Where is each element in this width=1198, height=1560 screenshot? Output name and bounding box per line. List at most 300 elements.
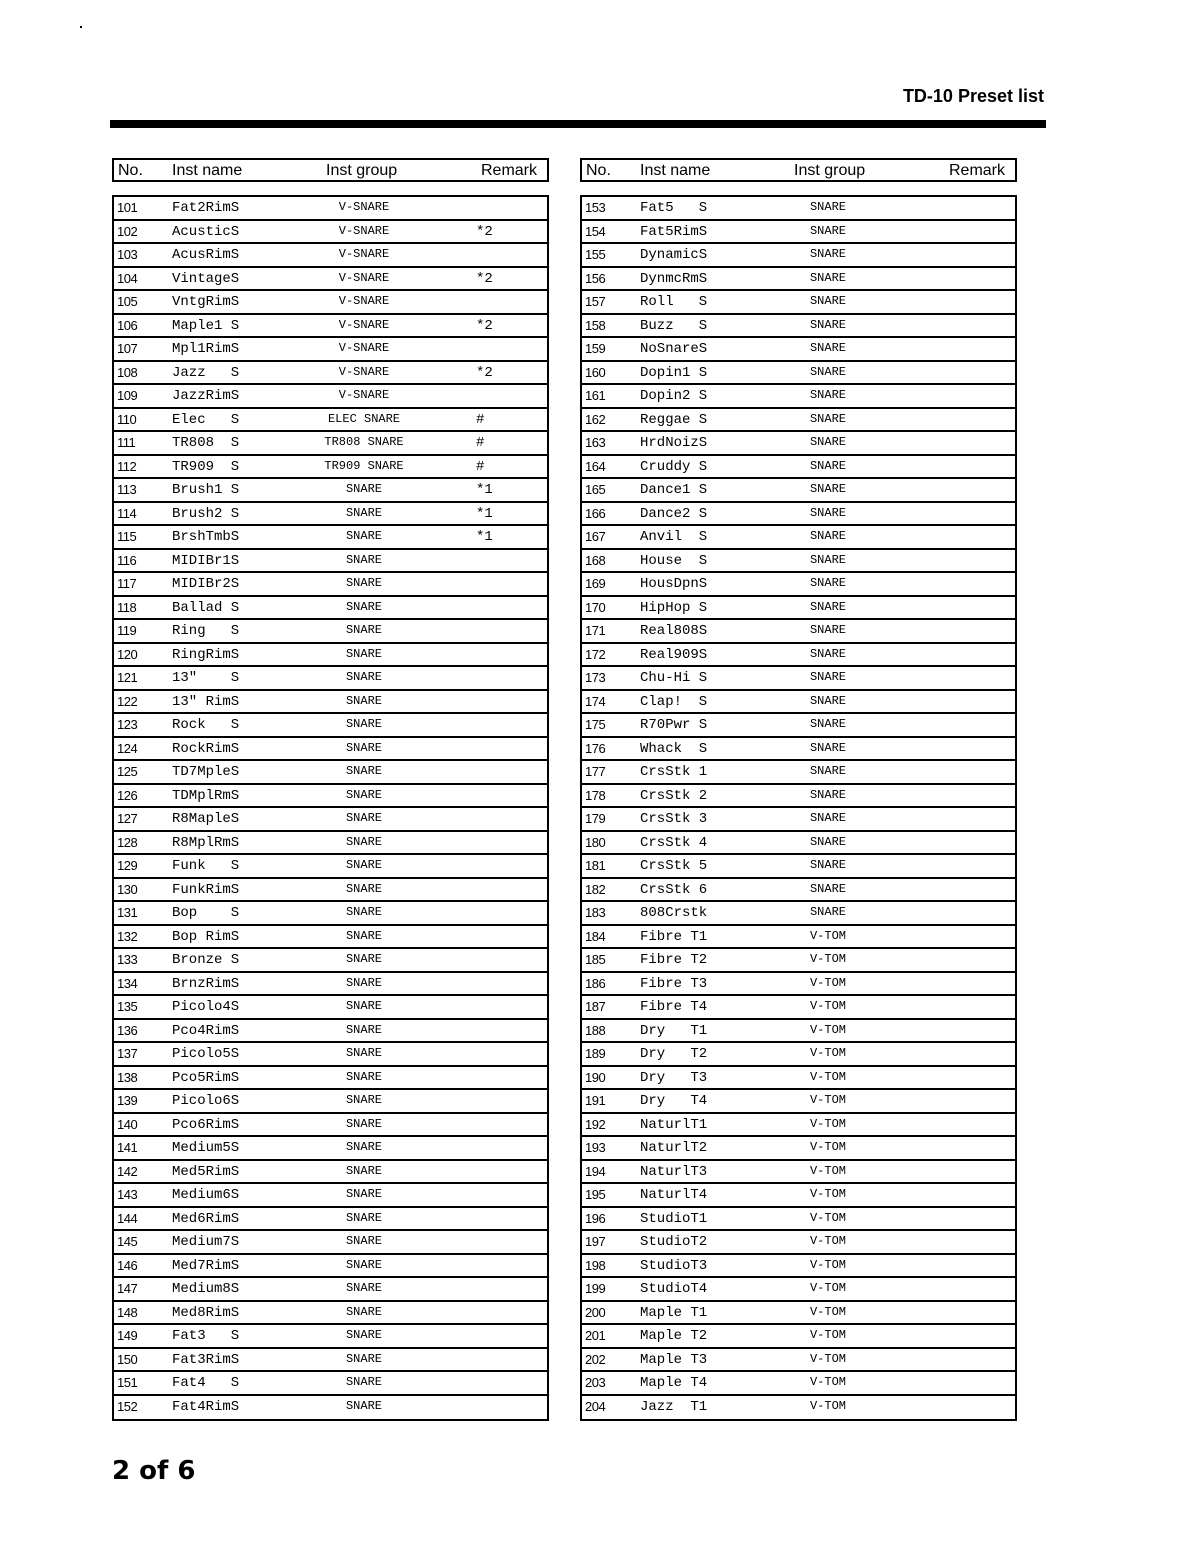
inst-group: SNARE <box>809 552 846 567</box>
inst-group: SNARE <box>809 834 846 849</box>
preset-number: 107 <box>117 341 138 356</box>
remark: *1 <box>476 505 493 522</box>
inst-name: Medium8S <box>172 1281 240 1297</box>
inst-name: Dance1 S <box>640 482 708 498</box>
inst-group: V-TOM <box>809 999 846 1013</box>
preset-table-right <box>580 158 1017 1421</box>
table-row <box>582 432 1015 456</box>
preset-number: 141 <box>117 1140 138 1155</box>
table-row <box>114 1090 547 1114</box>
col-no-header: No. <box>586 162 611 179</box>
table-row <box>114 949 547 973</box>
inst-name: StudioT4 <box>640 1281 708 1297</box>
inst-name: Brush2 S <box>172 505 240 522</box>
preset-number: 157 <box>585 294 606 309</box>
preset-number: 175 <box>585 717 606 732</box>
inst-name: Dance2 S <box>640 505 708 522</box>
inst-name: Clap! S <box>640 693 708 710</box>
table-row <box>582 761 1015 785</box>
inst-name: NaturlT3 <box>640 1163 708 1180</box>
inst-group: V-TOM <box>809 1116 846 1131</box>
inst-name: Buzz S <box>640 317 708 334</box>
inst-name: Dry T1 <box>640 1022 708 1039</box>
inst-group: V-TOM <box>809 1140 846 1154</box>
table-row <box>114 1396 547 1420</box>
inst-group: SNARE <box>809 435 846 449</box>
inst-group: V-TOM <box>809 1257 846 1272</box>
table-row <box>114 1302 547 1326</box>
inst-group: SNARE <box>809 646 846 661</box>
preset-number: 151 <box>117 1375 138 1390</box>
col-group-header: Inst group <box>794 162 866 179</box>
table-row <box>582 456 1015 480</box>
speck-mark <box>80 26 82 28</box>
preset-number: 135 <box>117 999 138 1014</box>
table-row <box>114 691 547 715</box>
table-row <box>582 1114 1015 1138</box>
table-row <box>582 949 1015 973</box>
table-row <box>114 1114 547 1138</box>
preset-number: 110 <box>117 411 137 427</box>
preset-number: 186 <box>585 975 606 991</box>
inst-name: CrsStk 2 <box>640 787 708 804</box>
table-row <box>582 667 1015 691</box>
table-row <box>582 926 1015 950</box>
preset-number: 146 <box>117 1257 138 1273</box>
inst-group: SNARE <box>345 482 382 496</box>
inst-group: SNARE <box>345 1304 382 1319</box>
table-row <box>114 855 547 879</box>
table-row <box>582 1255 1015 1279</box>
inst-group: SNARE <box>345 881 382 896</box>
inst-name: HipHop S <box>640 599 708 616</box>
preset-number: 138 <box>117 1069 138 1085</box>
preset-number: 123 <box>117 717 138 732</box>
table-row <box>582 1208 1015 1232</box>
inst-name: TDMplRmS <box>172 787 240 804</box>
preset-number: 137 <box>117 1046 138 1061</box>
inst-group: SNARE <box>345 505 382 520</box>
inst-name: Anvil S <box>640 529 708 545</box>
preset-number: 194 <box>585 1163 606 1179</box>
inst-name: BrnzRimS <box>172 975 240 992</box>
inst-name: NaturlT2 <box>640 1140 708 1156</box>
table-row <box>114 1349 547 1373</box>
inst-name: Fibre T1 <box>640 928 708 945</box>
inst-name: MIDIBr1S <box>172 552 240 569</box>
inst-group: V-TOM <box>809 1304 846 1319</box>
table-row <box>114 244 547 268</box>
inst-group: SNARE <box>809 623 846 637</box>
preset-number: 106 <box>117 317 138 333</box>
table-row <box>582 526 1015 550</box>
inst-group: SNARE <box>345 646 382 661</box>
table-row <box>114 738 547 762</box>
preset-number: 181 <box>585 858 606 873</box>
table-row <box>582 409 1015 433</box>
table-row <box>114 573 547 597</box>
inst-group: SNARE <box>809 341 846 355</box>
table-row <box>114 503 547 527</box>
inst-group: V-TOM <box>809 1328 846 1342</box>
inst-name: Brush1 S <box>172 482 240 498</box>
table-row <box>582 1067 1015 1091</box>
preset-number: 134 <box>117 975 138 991</box>
table-row <box>582 315 1015 339</box>
inst-group: V-SNARE <box>338 317 390 332</box>
table-row <box>114 456 547 480</box>
preset-number: 121 <box>117 670 138 685</box>
table-row <box>114 597 547 621</box>
inst-group: SNARE <box>809 529 846 543</box>
inst-name: Chu-Hi S <box>640 670 708 686</box>
inst-group: V-TOM <box>809 1351 846 1366</box>
inst-group: SNARE <box>809 787 846 802</box>
inst-group: SNARE <box>809 317 846 332</box>
preset-number: 122 <box>117 693 138 709</box>
preset-number: 170 <box>585 599 606 615</box>
preset-number: 169 <box>585 576 606 591</box>
table-row <box>582 244 1015 268</box>
table-row <box>114 526 547 550</box>
table-row <box>582 902 1015 926</box>
preset-number: 152 <box>117 1398 138 1414</box>
inst-name: Real909S <box>640 646 708 663</box>
table-row <box>582 973 1015 997</box>
table-row <box>582 479 1015 503</box>
inst-group: SNARE <box>345 834 382 849</box>
table-row <box>582 597 1015 621</box>
preset-number: 195 <box>585 1187 606 1202</box>
inst-group: SNARE <box>809 270 846 285</box>
inst-name: Mpl1RimS <box>172 341 240 357</box>
inst-group: SNARE <box>345 717 382 731</box>
preset-number: 127 <box>117 811 138 826</box>
inst-name: R8MapleS <box>172 811 240 827</box>
inst-group: SNARE <box>345 905 382 919</box>
inst-name: 13" RimS <box>172 693 240 710</box>
table-body <box>580 195 1017 1421</box>
inst-name: CrsStk 4 <box>640 834 708 851</box>
preset-number: 130 <box>117 881 138 897</box>
preset-number: 136 <box>117 1022 138 1038</box>
inst-name: Reggae S <box>640 411 708 428</box>
inst-name: DynamicS <box>640 247 708 263</box>
inst-name: 13" S <box>172 670 240 686</box>
preset-number: 150 <box>117 1351 138 1367</box>
inst-group: SNARE <box>809 740 846 755</box>
preset-number: 143 <box>117 1187 138 1202</box>
inst-name: Rock S <box>172 717 240 733</box>
inst-group: SNARE <box>345 952 382 966</box>
inst-name: Maple T1 <box>640 1304 708 1321</box>
table-row <box>582 1184 1015 1208</box>
preset-number: 148 <box>117 1304 138 1320</box>
inst-name: Pco4RimS <box>172 1022 240 1039</box>
inst-group: SNARE <box>809 223 846 238</box>
inst-group: SNARE <box>345 1163 382 1178</box>
table-row <box>114 902 547 926</box>
inst-name: Fat5RimS <box>640 223 708 240</box>
col-remark-header: Remark <box>948 162 1005 179</box>
inst-name: Cruddy S <box>640 458 708 475</box>
inst-name: AcusticS <box>172 223 240 240</box>
remark: *2 <box>476 270 493 287</box>
table-row <box>114 644 547 668</box>
preset-number: 204 <box>585 1398 606 1414</box>
remark: # <box>476 411 485 428</box>
table-row <box>582 1325 1015 1349</box>
preset-number: 176 <box>585 740 606 756</box>
preset-number: 166 <box>585 505 606 521</box>
table-row <box>114 338 547 362</box>
inst-group: SNARE <box>809 670 846 684</box>
table-body <box>112 195 549 1421</box>
inst-group: SNARE <box>809 905 846 919</box>
table-row <box>582 996 1015 1020</box>
preset-number: 102 <box>117 223 138 239</box>
page-title: TD-10 Preset list <box>902 86 1044 106</box>
preset-number: 201 <box>585 1328 606 1343</box>
table-row <box>114 761 547 785</box>
inst-name: FunkRimS <box>172 881 240 898</box>
preset-number: 167 <box>585 529 606 544</box>
table-row <box>582 691 1015 715</box>
inst-group: ELEC SNARE <box>327 411 400 426</box>
inst-name: JazzRimS <box>172 388 240 404</box>
preset-number: 163 <box>585 435 606 450</box>
inst-name: TD7MpleS <box>172 764 240 780</box>
inst-name: MIDIBr2S <box>172 576 240 592</box>
table-row <box>114 1372 547 1396</box>
inst-group: SNARE <box>809 200 846 214</box>
preset-number: 180 <box>585 834 606 850</box>
inst-group: SNARE <box>345 693 382 708</box>
table-row <box>582 738 1015 762</box>
preset-number: 119 <box>117 623 137 638</box>
inst-group: SNARE <box>809 881 846 896</box>
col-no-header: No. <box>118 162 143 179</box>
remark: *2 <box>476 317 493 334</box>
table-header <box>112 158 549 182</box>
inst-name: Dry T3 <box>640 1069 708 1086</box>
preset-number: 165 <box>585 482 606 497</box>
table-row <box>114 362 547 386</box>
inst-group: V-SNARE <box>338 294 390 308</box>
table-row <box>582 573 1015 597</box>
inst-group: SNARE <box>345 1046 382 1060</box>
table-row <box>114 1161 547 1185</box>
preset-number: 139 <box>117 1093 138 1108</box>
preset-number: 133 <box>117 952 138 967</box>
preset-number: 174 <box>585 693 606 709</box>
remark: # <box>476 435 485 451</box>
preset-number: 187 <box>585 999 606 1014</box>
table-row <box>582 385 1015 409</box>
preset-number: 153 <box>585 200 606 215</box>
preset-number: 149 <box>117 1328 138 1343</box>
inst-group: SNARE <box>345 1187 382 1201</box>
inst-name: Fat4 S <box>172 1375 240 1391</box>
inst-group: V-TOM <box>809 1210 846 1225</box>
inst-group: SNARE <box>809 458 846 473</box>
inst-name: CrsStk 3 <box>640 811 708 827</box>
inst-group: V-TOM <box>809 1163 846 1178</box>
inst-group: SNARE <box>809 764 846 778</box>
inst-name: R8MplRmS <box>172 834 240 851</box>
inst-name: Medium5S <box>172 1140 240 1156</box>
table-row <box>582 879 1015 903</box>
col-remark-header: Remark <box>480 162 537 179</box>
inst-group: V-SNARE <box>338 223 390 238</box>
inst-group: V-TOM <box>809 975 846 990</box>
inst-group: V-TOM <box>809 1398 846 1413</box>
table-row <box>114 926 547 950</box>
table-row <box>114 1231 547 1255</box>
table-row <box>114 1278 547 1302</box>
preset-number: 118 <box>117 599 137 615</box>
table-row <box>582 1161 1015 1185</box>
inst-name: Pco6RimS <box>172 1116 240 1133</box>
table-row <box>114 221 547 245</box>
inst-name: HrdNoizS <box>640 435 708 451</box>
inst-name: VintageS <box>172 270 240 287</box>
preset-number: 196 <box>585 1210 606 1226</box>
table-row <box>114 432 547 456</box>
preset-number: 115 <box>117 529 137 544</box>
preset-number: 184 <box>585 928 606 944</box>
preset-number: 202 <box>585 1351 606 1367</box>
inst-name: StudioT3 <box>640 1257 708 1274</box>
table-row <box>114 409 547 433</box>
inst-group: SNARE <box>345 1398 382 1413</box>
inst-group: V-TOM <box>809 952 846 966</box>
inst-group: SNARE <box>809 388 846 402</box>
inst-name: CrsStk 5 <box>640 858 708 874</box>
table-row <box>582 1372 1015 1396</box>
inst-name: Fat5 S <box>640 200 708 216</box>
inst-name: House S <box>640 552 708 569</box>
preset-number: 158 <box>585 317 606 333</box>
preset-number: 168 <box>585 552 606 568</box>
inst-name: Dopin2 S <box>640 388 708 404</box>
preset-number: 109 <box>117 388 138 403</box>
inst-group: SNARE <box>809 364 846 379</box>
inst-group: SNARE <box>809 811 846 825</box>
preset-number: 140 <box>117 1116 138 1132</box>
table-row <box>114 291 547 315</box>
preset-number: 105 <box>117 294 138 309</box>
inst-group: SNARE <box>345 552 382 567</box>
table-row <box>114 1043 547 1067</box>
inst-group: SNARE <box>809 576 846 590</box>
inst-group: SNARE <box>809 693 846 708</box>
table-row <box>114 1325 547 1349</box>
inst-name: Dopin1 S <box>640 364 708 381</box>
inst-name: AcusRimS <box>172 247 240 263</box>
inst-name: 808Crstk <box>640 905 708 921</box>
inst-group: V-SNARE <box>338 364 390 379</box>
inst-name: VntgRimS <box>172 294 240 310</box>
preset-number: 185 <box>585 952 606 967</box>
preset-number: 164 <box>585 458 606 474</box>
preset-number: 193 <box>585 1140 606 1155</box>
inst-group: V-TOM <box>809 1375 846 1389</box>
table-row <box>114 667 547 691</box>
inst-group: SNARE <box>809 411 846 426</box>
table-row <box>114 197 547 221</box>
inst-group: SNARE <box>345 599 382 614</box>
table-row <box>114 1184 547 1208</box>
preset-number: 112 <box>117 458 137 474</box>
table-row <box>114 550 547 574</box>
inst-group: V-SNARE <box>338 247 390 261</box>
inst-group: V-TOM <box>809 928 846 943</box>
inst-group: SNARE <box>345 740 382 755</box>
inst-name: CrsStk 1 <box>640 764 708 780</box>
inst-name: Fat4RimS <box>172 1398 240 1415</box>
inst-name: Jazz T1 <box>640 1398 708 1415</box>
preset-number: 154 <box>585 223 606 239</box>
inst-group: SNARE <box>345 1351 382 1366</box>
preset-number: 156 <box>585 270 606 286</box>
inst-name: Picolo5S <box>172 1046 240 1062</box>
preset-number: 144 <box>117 1210 138 1226</box>
inst-group: SNARE <box>345 1069 382 1084</box>
table-row <box>582 714 1015 738</box>
table-row <box>114 268 547 292</box>
inst-group: SNARE <box>345 1328 382 1342</box>
preset-number: 111 <box>117 435 136 450</box>
preset-number: 116 <box>117 552 137 568</box>
inst-name: Med5RimS <box>172 1163 240 1180</box>
inst-name: Pco5RimS <box>172 1069 240 1086</box>
inst-name: Ring S <box>172 623 240 639</box>
preset-number: 124 <box>117 740 138 756</box>
inst-name: Med8RimS <box>172 1304 240 1321</box>
table-row <box>582 620 1015 644</box>
table-row <box>582 1396 1015 1420</box>
preset-number: 191 <box>585 1093 606 1108</box>
preset-number: 145 <box>117 1234 138 1249</box>
inst-name: Maple T2 <box>640 1328 708 1344</box>
preset-number: 173 <box>585 670 606 685</box>
inst-group: SNARE <box>345 1234 382 1248</box>
inst-name: DynmcRmS <box>640 270 708 287</box>
inst-group: SNARE <box>345 1281 382 1295</box>
inst-group: SNARE <box>345 670 382 684</box>
inst-name: Jazz S <box>172 364 240 381</box>
table-row <box>582 550 1015 574</box>
table-row <box>114 879 547 903</box>
table-row <box>582 1137 1015 1161</box>
inst-group: V-TOM <box>809 1046 846 1060</box>
table-row <box>114 996 547 1020</box>
table-row <box>582 1231 1015 1255</box>
inst-name: Maple T3 <box>640 1351 708 1368</box>
inst-group: SNARE <box>345 858 382 872</box>
table-row <box>114 620 547 644</box>
preset-number: 161 <box>585 388 606 403</box>
inst-group: SNARE <box>809 482 846 496</box>
inst-group: SNARE <box>345 1210 382 1225</box>
inst-name: Fibre T3 <box>640 975 708 992</box>
inst-group: SNARE <box>809 717 846 731</box>
inst-name: Med6RimS <box>172 1210 240 1227</box>
inst-group: V-TOM <box>809 1234 846 1248</box>
inst-name: RingRimS <box>172 646 240 663</box>
inst-group: SNARE <box>809 505 846 520</box>
